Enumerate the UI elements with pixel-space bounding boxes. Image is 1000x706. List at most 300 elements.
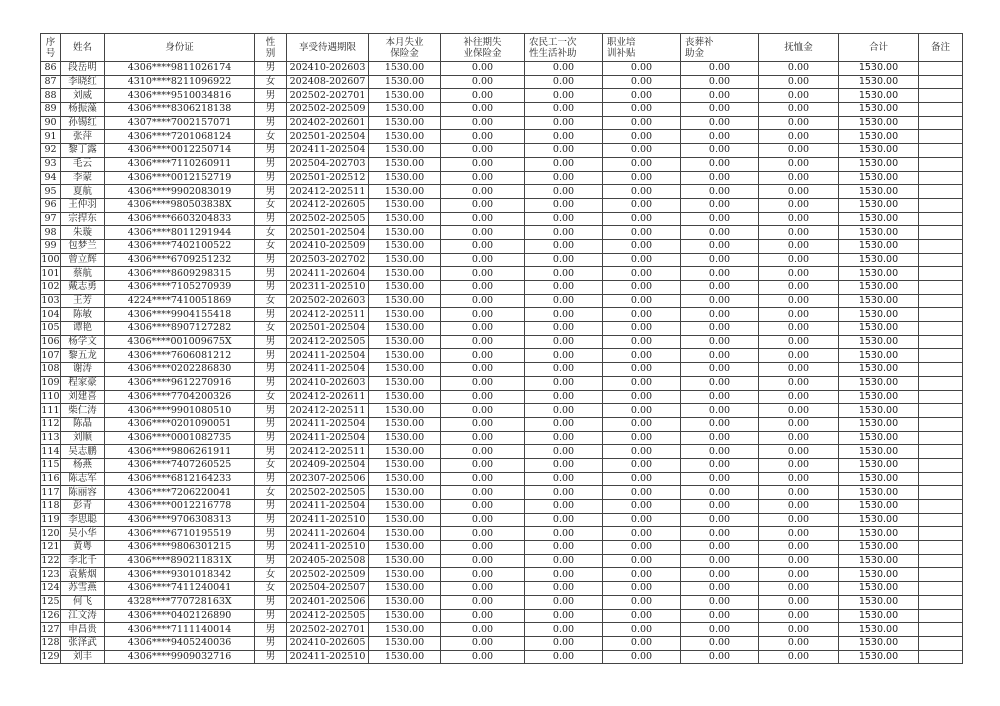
cell-back-pay: 0.00 — [441, 349, 525, 363]
cell-gender: 男 — [255, 335, 287, 349]
cell-gender: 男 — [255, 171, 287, 185]
cell-total: 1530.00 — [839, 623, 919, 637]
cell-back-pay: 0.00 — [441, 226, 525, 240]
cell-seq: 112 — [41, 418, 60, 430]
cell-pension: 0.00 — [759, 500, 839, 514]
cell-name: 刘威 — [61, 89, 105, 103]
header-text: 合计 — [868, 42, 888, 53]
cell-id-card: 4306****6710195519 — [105, 527, 255, 541]
cell-gender: 男 — [255, 527, 287, 541]
cell-back-pay: 0.00 — [441, 157, 525, 171]
cell-remarks — [919, 185, 963, 199]
table-row — [41, 226, 963, 240]
cell-name: 刘丰 — [61, 650, 105, 664]
cell-pension: 0.00 — [759, 609, 839, 623]
cell-total: 1530.00 — [839, 198, 919, 212]
cell-seq: 98 — [41, 226, 61, 240]
cell-name: 陈丽容 — [61, 486, 105, 500]
cell-pension: 0.00 — [759, 157, 839, 171]
cell-seq: 93 — [41, 157, 61, 171]
cell-monthly-benefit: 1530.00 — [369, 157, 441, 171]
cell-migrant-subsidy: 0.00 — [525, 500, 603, 514]
cell-pension: 0.00 — [759, 513, 839, 527]
header-text: 序 — [45, 36, 56, 48]
cell-back-pay: 0.00 — [441, 472, 525, 486]
cell-gender: 男 — [255, 253, 287, 267]
cell-training-subsidy: 0.00 — [603, 62, 681, 76]
cell-migrant-subsidy: 0.00 — [525, 226, 603, 240]
cell-total: 1530.00 — [839, 554, 919, 568]
cell-id-card: 4306****9811026174 — [105, 62, 255, 76]
cell-gender: 男 — [255, 144, 287, 158]
table-row — [41, 417, 963, 431]
cell-back-pay: 0.00 — [441, 363, 525, 377]
cell-name: 陈志军 — [61, 472, 105, 486]
table-row — [41, 212, 963, 226]
cell-training-subsidy: 0.00 — [603, 609, 681, 623]
cell-pension: 0.00 — [759, 445, 839, 459]
table-row — [41, 623, 963, 637]
cell-seq: 121 — [41, 541, 60, 553]
cell-pension: 0.00 — [759, 363, 839, 377]
cell-gender: 男 — [255, 472, 287, 486]
cell-funeral-subsidy: 0.00 — [681, 144, 759, 158]
cell-remarks — [919, 486, 963, 500]
cell-period: 202411-202604 — [287, 527, 369, 541]
cell-funeral-subsidy: 0.00 — [681, 363, 759, 377]
header-row — [41, 34, 963, 62]
cell-training-subsidy: 0.00 — [603, 431, 681, 445]
cell-pension: 0.00 — [759, 636, 839, 650]
cell-gender: 女 — [255, 458, 287, 472]
cell-migrant-subsidy: 0.00 — [525, 281, 603, 295]
cell-total: 1530.00 — [839, 267, 919, 281]
table-row — [41, 62, 963, 76]
cell-back-pay: 0.00 — [441, 376, 525, 390]
cell-remarks — [919, 363, 963, 377]
cell-pension: 0.00 — [759, 582, 839, 596]
table-row — [41, 294, 963, 308]
cell-monthly-benefit: 1530.00 — [369, 500, 441, 514]
cell-id-card: 4306****7110260911 — [105, 157, 255, 171]
cell-period: 202405-202508 — [287, 554, 369, 568]
cell-pension: 0.00 — [759, 294, 839, 308]
cell-remarks — [919, 212, 963, 226]
cell-id-card: 4307****7002157071 — [105, 116, 255, 130]
cell-period: 202412-202511 — [287, 404, 369, 418]
cell-period: 202501-202504 — [287, 322, 369, 336]
cell-training-subsidy: 0.00 — [603, 267, 681, 281]
cell-total: 1530.00 — [839, 636, 919, 650]
cell-funeral-subsidy: 0.00 — [681, 198, 759, 212]
cell-back-pay: 0.00 — [441, 239, 525, 253]
cell-id-card: 4306****7111140014 — [105, 623, 255, 637]
cell-migrant-subsidy: 0.00 — [525, 609, 603, 623]
cell-name: 刘顺 — [61, 431, 105, 445]
cell-total: 1530.00 — [839, 89, 919, 103]
cell-migrant-subsidy: 0.00 — [525, 253, 603, 267]
cell-gender: 男 — [255, 62, 287, 76]
cell-migrant-subsidy: 0.00 — [525, 431, 603, 445]
cell-migrant-subsidy: 0.00 — [525, 294, 603, 308]
cell-gender: 男 — [255, 185, 287, 199]
cell-migrant-subsidy: 0.00 — [525, 198, 603, 212]
table-row — [41, 89, 963, 103]
cell-monthly-benefit: 1530.00 — [369, 472, 441, 486]
cell-total: 1530.00 — [839, 582, 919, 596]
cell-total: 1530.00 — [839, 157, 919, 171]
cell-monthly-benefit: 1530.00 — [369, 595, 441, 609]
header-text: 性生活补助 — [529, 47, 577, 59]
cell-total: 1530.00 — [839, 335, 919, 349]
cell-period: 202412-202511 — [287, 185, 369, 199]
cell-pension: 0.00 — [759, 62, 839, 76]
cell-gender: 男 — [255, 554, 287, 568]
cell-gender: 男 — [255, 212, 287, 226]
cell-migrant-subsidy: 0.00 — [525, 171, 603, 185]
cell-period: 202502-202603 — [287, 294, 369, 308]
cell-gender: 女 — [255, 582, 287, 596]
cell-monthly-benefit: 1530.00 — [369, 376, 441, 390]
cell-back-pay: 0.00 — [441, 568, 525, 582]
header-text: 享受待遇期限 — [298, 42, 356, 53]
cell-name: 李思聪 — [61, 513, 105, 527]
header-funeral-subsidy — [681, 34, 759, 62]
cell-back-pay: 0.00 — [441, 650, 525, 664]
cell-seq: 99 — [41, 239, 61, 253]
cell-gender: 男 — [255, 541, 287, 555]
cell-total: 1530.00 — [839, 75, 919, 89]
cell-gender: 男 — [255, 308, 287, 322]
cell-training-subsidy: 0.00 — [603, 89, 681, 103]
cell-pension: 0.00 — [759, 322, 839, 336]
cell-training-subsidy: 0.00 — [603, 527, 681, 541]
cell-training-subsidy: 0.00 — [603, 116, 681, 130]
cell-pension: 0.00 — [759, 595, 839, 609]
cell-name: 江文涛 — [61, 609, 105, 623]
cell-training-subsidy: 0.00 — [603, 144, 681, 158]
cell-monthly-benefit: 1530.00 — [369, 89, 441, 103]
cell-remarks — [919, 294, 963, 308]
table-row — [41, 541, 963, 555]
cell-seq: 127 — [41, 623, 60, 635]
cell-seq: 122 — [41, 555, 60, 567]
table-row — [41, 253, 963, 267]
table-row — [41, 308, 963, 322]
table-row — [41, 157, 963, 171]
cell-gender: 男 — [255, 116, 287, 130]
cell-remarks — [919, 308, 963, 322]
header-pension — [759, 34, 839, 62]
cell-id-card: 4306****890211831X — [105, 554, 255, 568]
cell-monthly-benefit: 1530.00 — [369, 212, 441, 226]
cell-training-subsidy: 0.00 — [603, 472, 681, 486]
cell-training-subsidy: 0.00 — [603, 322, 681, 336]
cell-period: 202502-202509 — [287, 103, 369, 117]
cell-gender: 女 — [255, 322, 287, 336]
cell-id-card: 4306****9901080510 — [105, 404, 255, 418]
cell-id-card: 4306****0012216778 — [105, 500, 255, 514]
cell-period: 202410-202603 — [287, 376, 369, 390]
cell-remarks — [919, 472, 963, 486]
cell-pension: 0.00 — [759, 458, 839, 472]
cell-total: 1530.00 — [839, 144, 919, 158]
cell-funeral-subsidy: 0.00 — [681, 554, 759, 568]
header-text: 备注 — [930, 42, 950, 53]
cell-pension: 0.00 — [759, 253, 839, 267]
cell-id-card: 4306****8609298315 — [105, 267, 255, 281]
cell-id-card: 4306****7411240041 — [105, 582, 255, 596]
cell-id-card: 4306****0402126890 — [105, 609, 255, 623]
table-row — [41, 239, 963, 253]
header-text: 本月失业 — [385, 36, 424, 48]
cell-total: 1530.00 — [839, 527, 919, 541]
cell-back-pay: 0.00 — [441, 281, 525, 295]
cell-name: 申昌贵 — [61, 623, 105, 637]
cell-pension: 0.00 — [759, 226, 839, 240]
cell-funeral-subsidy: 0.00 — [681, 267, 759, 281]
cell-back-pay: 0.00 — [441, 335, 525, 349]
cell-training-subsidy: 0.00 — [603, 226, 681, 240]
cell-monthly-benefit: 1530.00 — [369, 75, 441, 89]
cell-id-card: 4306****9806261911 — [105, 445, 255, 459]
cell-remarks — [919, 267, 963, 281]
cell-period: 202504-202507 — [287, 582, 369, 596]
cell-id-card: 4306****7704200326 — [105, 390, 255, 404]
table-row — [41, 103, 963, 117]
cell-id-card: 4306****9301018342 — [105, 568, 255, 582]
cell-remarks — [919, 500, 963, 514]
cell-period: 202307-202506 — [287, 472, 369, 486]
table-row — [41, 376, 963, 390]
cell-id-card: 4306****9902083019 — [105, 185, 255, 199]
cell-name: 毛云 — [61, 157, 105, 171]
cell-seq: 95 — [41, 185, 61, 199]
cell-monthly-benefit: 1530.00 — [369, 144, 441, 158]
cell-migrant-subsidy: 0.00 — [525, 486, 603, 500]
header-migrant-subsidy — [525, 34, 603, 62]
cell-training-subsidy: 0.00 — [603, 376, 681, 390]
cell-monthly-benefit: 1530.00 — [369, 267, 441, 281]
cell-monthly-benefit: 1530.00 — [369, 609, 441, 623]
cell-training-subsidy: 0.00 — [603, 171, 681, 185]
cell-seq: 106 — [41, 336, 60, 348]
cell-name: 李晓红 — [61, 75, 105, 89]
cell-back-pay: 0.00 — [441, 198, 525, 212]
cell-monthly-benefit: 1530.00 — [369, 582, 441, 596]
cell-funeral-subsidy: 0.00 — [681, 472, 759, 486]
cell-remarks — [919, 404, 963, 418]
cell-id-card: 4306****7201068124 — [105, 130, 255, 144]
cell-seq: 120 — [41, 527, 60, 539]
cell-period: 202411-202504 — [287, 417, 369, 431]
cell-training-subsidy: 0.00 — [603, 595, 681, 609]
cell-gender: 男 — [255, 595, 287, 609]
cell-pension: 0.00 — [759, 130, 839, 144]
cell-funeral-subsidy: 0.00 — [681, 527, 759, 541]
cell-period: 202410-202509 — [287, 239, 369, 253]
cell-migrant-subsidy: 0.00 — [525, 376, 603, 390]
cell-pension: 0.00 — [759, 623, 839, 637]
cell-gender: 男 — [255, 267, 287, 281]
cell-migrant-subsidy: 0.00 — [525, 568, 603, 582]
cell-id-card: 4306****9612270916 — [105, 376, 255, 390]
cell-name: 曾立辉 — [61, 253, 105, 267]
cell-seq: 108 — [41, 363, 60, 375]
cell-period: 202502-202701 — [287, 89, 369, 103]
cell-seq: 107 — [41, 349, 60, 361]
cell-training-subsidy: 0.00 — [603, 458, 681, 472]
cell-training-subsidy: 0.00 — [603, 404, 681, 418]
cell-monthly-benefit: 1530.00 — [369, 404, 441, 418]
cell-training-subsidy: 0.00 — [603, 239, 681, 253]
cell-gender: 女 — [255, 294, 287, 308]
cell-name: 宗捍东 — [61, 212, 105, 226]
cell-gender: 男 — [255, 417, 287, 431]
cell-period: 202501-202512 — [287, 171, 369, 185]
cell-funeral-subsidy: 0.00 — [681, 226, 759, 240]
cell-funeral-subsidy: 0.00 — [681, 103, 759, 117]
table-row — [41, 349, 963, 363]
table-row — [41, 267, 963, 281]
cell-funeral-subsidy: 0.00 — [681, 294, 759, 308]
cell-monthly-benefit: 1530.00 — [369, 130, 441, 144]
cell-id-card: 4306****9806301215 — [105, 541, 255, 555]
cell-period: 202502-202505 — [287, 486, 369, 500]
table-body — [41, 62, 963, 664]
cell-name: 苏雪燕 — [61, 582, 105, 596]
cell-funeral-subsidy: 0.00 — [681, 62, 759, 76]
cell-training-subsidy: 0.00 — [603, 308, 681, 322]
cell-id-card: 4306****9706308313 — [105, 513, 255, 527]
cell-id-card: 4306****7606081212 — [105, 349, 255, 363]
cell-monthly-benefit: 1530.00 — [369, 527, 441, 541]
cell-migrant-subsidy: 0.00 — [525, 212, 603, 226]
cell-back-pay: 0.00 — [441, 486, 525, 500]
cell-id-card: 4306****7407260525 — [105, 458, 255, 472]
header-text: 农民工一次 — [529, 36, 577, 48]
cell-training-subsidy: 0.00 — [603, 349, 681, 363]
cell-funeral-subsidy: 0.00 — [681, 185, 759, 199]
cell-remarks — [919, 130, 963, 144]
cell-remarks — [919, 513, 963, 527]
cell-remarks — [919, 116, 963, 130]
cell-total: 1530.00 — [839, 568, 919, 582]
cell-migrant-subsidy: 0.00 — [525, 349, 603, 363]
cell-gender: 男 — [255, 404, 287, 418]
cell-pension: 0.00 — [759, 103, 839, 117]
cell-period: 202411-202604 — [287, 267, 369, 281]
cell-total: 1530.00 — [839, 281, 919, 295]
cell-seq: 97 — [41, 212, 61, 226]
cell-training-subsidy: 0.00 — [603, 253, 681, 267]
cell-remarks — [919, 650, 963, 664]
cell-migrant-subsidy: 0.00 — [525, 554, 603, 568]
cell-id-card: 4306****6812164233 — [105, 472, 255, 486]
cell-back-pay: 0.00 — [441, 116, 525, 130]
header-text: 补往期失 — [463, 36, 502, 48]
cell-seq: 125 — [41, 596, 60, 608]
cell-remarks — [919, 636, 963, 650]
cell-training-subsidy: 0.00 — [603, 486, 681, 500]
cell-back-pay: 0.00 — [441, 130, 525, 144]
cell-name: 张萍 — [61, 130, 105, 144]
table-row — [41, 568, 963, 582]
cell-funeral-subsidy: 0.00 — [681, 116, 759, 130]
header-id-card — [105, 34, 255, 62]
cell-name: 张泽武 — [61, 636, 105, 650]
cell-funeral-subsidy: 0.00 — [681, 335, 759, 349]
cell-remarks — [919, 623, 963, 637]
cell-total: 1530.00 — [839, 308, 919, 322]
cell-pension: 0.00 — [759, 417, 839, 431]
cell-gender: 女 — [255, 568, 287, 582]
header-period — [287, 34, 369, 62]
cell-period: 202411-202504 — [287, 431, 369, 445]
cell-migrant-subsidy: 0.00 — [525, 582, 603, 596]
cell-funeral-subsidy: 0.00 — [681, 623, 759, 637]
cell-period: 202503-202702 — [287, 253, 369, 267]
cell-remarks — [919, 62, 963, 76]
header-text: 业保险金 — [463, 47, 502, 59]
cell-gender: 男 — [255, 349, 287, 363]
cell-seq: 110 — [41, 390, 60, 402]
header-text: 保险金 — [390, 47, 419, 59]
cell-name: 段岳明 — [61, 62, 105, 76]
cell-remarks — [919, 349, 963, 363]
cell-remarks — [919, 103, 963, 117]
cell-pension: 0.00 — [759, 650, 839, 664]
header-text: 号 — [45, 47, 56, 59]
cell-back-pay: 0.00 — [441, 308, 525, 322]
cell-name: 吴志鹏 — [61, 445, 105, 459]
cell-migrant-subsidy: 0.00 — [525, 417, 603, 431]
cell-remarks — [919, 609, 963, 623]
cell-id-card: 4224****7410051869 — [105, 294, 255, 308]
cell-remarks — [919, 322, 963, 336]
cell-total: 1530.00 — [839, 376, 919, 390]
cell-training-subsidy: 0.00 — [603, 500, 681, 514]
cell-back-pay: 0.00 — [441, 322, 525, 336]
cell-name: 谭艳 — [61, 322, 105, 336]
cell-seq: 113 — [41, 431, 60, 443]
cell-pension: 0.00 — [759, 554, 839, 568]
table-row — [41, 335, 963, 349]
cell-seq: 86 — [41, 62, 61, 76]
cell-name: 王芳 — [61, 294, 105, 308]
cell-migrant-subsidy: 0.00 — [525, 445, 603, 459]
cell-total: 1530.00 — [839, 609, 919, 623]
cell-pension: 0.00 — [759, 349, 839, 363]
cell-back-pay: 0.00 — [441, 417, 525, 431]
cell-seq: 89 — [41, 103, 61, 117]
table-row — [41, 144, 963, 158]
cell-back-pay: 0.00 — [441, 404, 525, 418]
cell-seq: 118 — [41, 500, 60, 512]
cell-total: 1530.00 — [839, 253, 919, 267]
cell-id-card: 4306****0201090051 — [105, 417, 255, 431]
cell-period: 202412-202505 — [287, 609, 369, 623]
table-row — [41, 404, 963, 418]
cell-total: 1530.00 — [839, 226, 919, 240]
cell-name: 杨学文 — [61, 335, 105, 349]
table-row — [41, 500, 963, 514]
cell-seq: 129 — [41, 650, 60, 662]
cell-name: 刘建喜 — [61, 390, 105, 404]
cell-remarks — [919, 431, 963, 445]
cell-remarks — [919, 239, 963, 253]
table-row — [41, 322, 963, 336]
